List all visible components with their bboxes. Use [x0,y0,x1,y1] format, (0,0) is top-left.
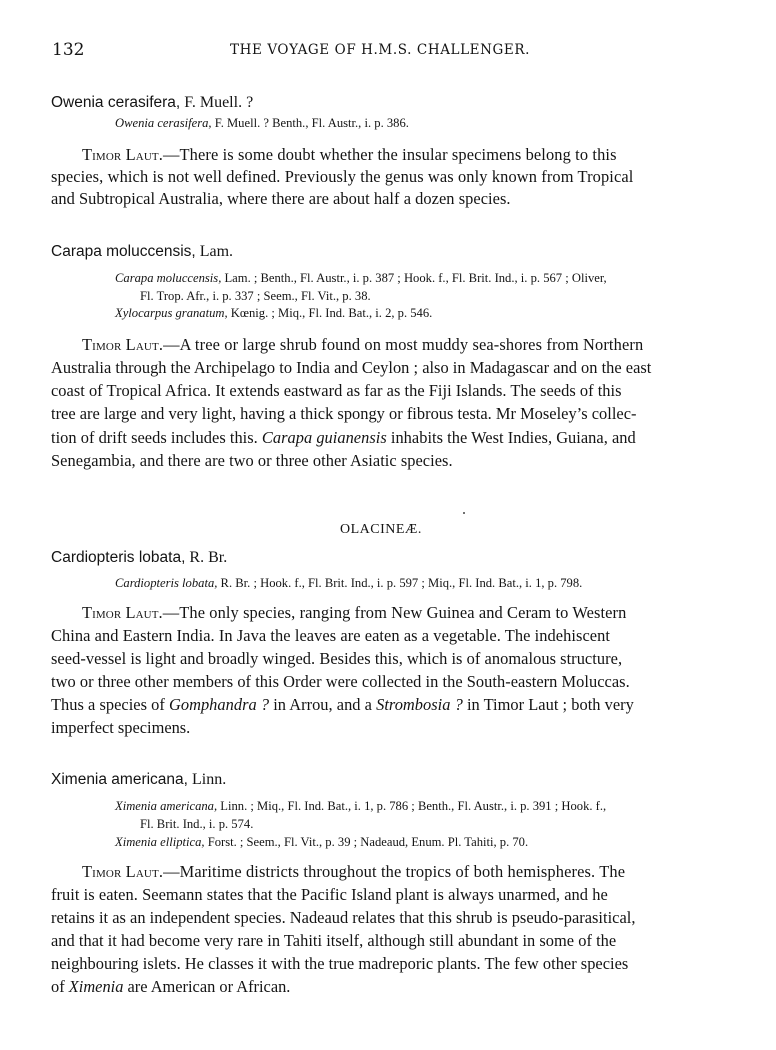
synonym-line [115,835,528,850]
species-author: F. Muell. ? [180,94,254,111]
synonym-reference: Fl. Brit. Ind., i. p. 574. [140,817,254,831]
paragraph-line: of Ximenia are American or African. [51,977,291,996]
locality-label: Timor Laut. [82,862,164,881]
page-number: 132 [52,40,85,60]
synonym-name: Ximenia elliptica, [115,835,205,849]
synonym-name: Ximenia americana, [115,799,218,813]
synonym-line [140,289,371,304]
paragraph-line: Timor Laut.—There is some doubt whether the insular specimens belong to this [82,145,617,164]
species-name: Cardiopteris lobata, [51,549,186,566]
synonym-reference: Lam. ; Benth., Fl. Austr., i. p. 387 ; Hook. f., Fl. Brit. Ind., i. p. 567 ; Oliver, [221,271,607,285]
paragraph-line: Timor Laut.—Maritime districts throughout the tropics of both hemispheres. The [82,862,626,881]
species-name: Ximenia americana, [51,771,188,788]
species-title [51,243,233,261]
paragraph-line: retains it as an independent species. Nadeaud relates that this shrub is pseudo-parasitical, [51,908,636,927]
paragraph-line: China and Eastern India. In Java the leaves are eaten as a vegetable. The indehiscent [51,626,611,645]
synonym-reference: F. Muell. ? Benth., Fl. Austr., i. p. 386. [211,116,409,130]
species-name: Owenia cerasifera, [51,94,181,111]
synonym-line [115,116,409,131]
paragraph-line: coast of Tropical Africa. It extends eastward as far as the Fiji Islands. The seeds of this [51,381,622,400]
paragraph-line: Senegambia, and there are two or three other Asiatic species. [51,451,453,470]
paragraph-line: Timor Laut.—A tree or large shrub found on most muddy sea-shores from Northern [82,335,644,354]
synonym-name: Cardiopteris lobata, [115,576,218,590]
synonym-reference: R. Br. ; Hook. f., Fl. Brit. Ind., i. p. 597 ; Miq., Fl. Ind. Bat., i. 1, p. 798. [217,576,583,590]
paragraph-line: and that it had become very rare in Tahiti itself, although still abundant in some of the [51,931,617,950]
synonym-name: Carapa moluccensis, [115,271,222,285]
paragraph-line: Australia through the Archipelago to India and Ceylon ; also in Madagascar and on the east [51,358,652,377]
synonym-reference: Fl. Trop. Afr., i. p. 337 ; Seem., Fl. Vit., p. 38. [140,289,371,303]
paragraph-line: Thus a species of Gomphandra ? in Arrou, and a Strombosia ? in Timor Laut ; both very [51,695,634,714]
synonym-line [115,576,582,591]
paragraph-line: fruit is eaten. Seemann states that the Pacific Island plant is always unarmed, and he [51,885,608,904]
ink-speck [463,512,465,514]
running-title: THE VOYAGE OF H.M.S. CHALLENGER. [230,42,531,58]
paragraph-line: tion of drift seeds includes this. Carapa guianensis inhabits the West Indies, Guiana, and [51,428,636,447]
italic-taxon: Carapa guianensis [261,428,387,447]
synonym-line [115,306,432,321]
species-author: R. Br. [185,549,228,566]
locality-label: Timor Laut. [82,145,163,164]
locality-label: Timor Laut. [82,335,164,354]
paragraph-line: neighbouring islets. He classes it with the true madreporic plants. The few other species [51,954,629,973]
italic-taxon: Gomphandra ? [168,695,270,714]
species-author: Lam. [195,243,234,260]
synonym-reference: Kœnig. ; Miq., Fl. Ind. Bat., i. 2, p. 546. [227,306,433,320]
italic-taxon: Ximenia [68,977,124,996]
paragraph-line: and Subtropical Australia, where there are about half a dozen species. [51,189,511,208]
species-title [51,94,253,112]
synonym-line [115,271,607,286]
synonym-line [140,817,253,832]
locality-label: Timor Laut. [82,603,163,622]
paragraph-line: species, which is not well defined. Previously the genus was only known from Tropical [51,167,634,186]
synonym-name: Owenia cerasifera, [115,116,212,130]
synonym-reference: Forst. ; Seem., Fl. Vit., p. 39 ; Nadeaud, Enum. Pl. Tahiti, p. 70. [204,835,529,849]
paragraph-line: tree are large and very light, having a thick spongy or fibrous testa. Mr Moseley’s collec- [51,404,637,423]
page-header [52,40,737,64]
species-title [51,771,226,789]
paragraph-line: seed-vessel is light and broadly winged. Besides this, which is of anomalous structure, [51,649,623,668]
synonym-name: Xylocarpus granatum, [115,306,228,320]
synonym-line [115,799,606,814]
synonym-reference: Linn. ; Miq., Fl. Ind. Bat., i. 1, p. 786 ; Benth., Fl. Austr., i. p. 391 ; Hook. f., [217,799,607,813]
species-author: Linn. [187,771,227,788]
species-name: Carapa moluccensis, [51,243,196,260]
species-title [51,549,227,567]
paragraph-line: two or three other members of this Order were collected in the South-eastern Moluccas. [51,672,630,691]
paragraph-line: Timor Laut.—The only species, ranging from New Guinea and Ceram to Western [82,603,627,622]
paragraph-line: imperfect specimens. [51,718,191,737]
family-heading: OLACINEÆ. [340,522,422,537]
italic-taxon: Strombosia ? [376,695,463,714]
